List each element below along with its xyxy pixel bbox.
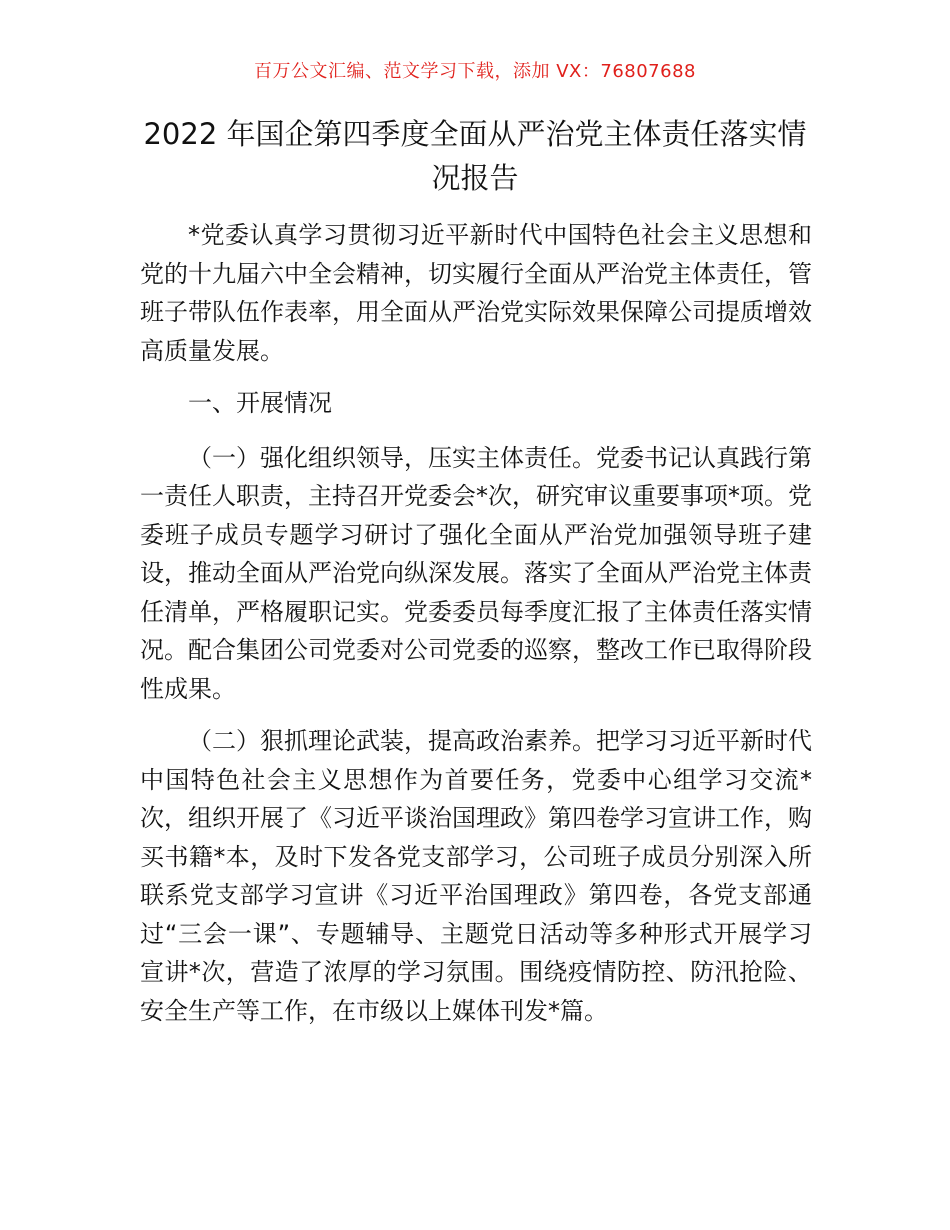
header-watermark-note: 百万公文汇编、范文学习下载，添加 VX：76807688 bbox=[254, 61, 696, 82]
intro-paragraph: *党委认真学习贯彻习近平新时代中国特色社会主义思想和党的十九届六中全会精神，切实履行全面从严治党主体责任，管班子带队伍作表率，用全面从严治党实际效果保障公司提质增效高质量发展。 bbox=[140, 221, 812, 365]
paragraph-item-2: （二）狠抓理论武装，提高政治素养。把学习习近平新时代中国特色社会主义思想作为首要任务，党委中心组学习交流*次，组织开展了《习近平谈治国理政》第四卷学习宣讲工作，购买书籍*本，及时下发各党支部学习，公司班子成员分别深入所联系党支部学习宣讲《习近平治国理政》第四卷，各党支部通过“三会一课”、专题辅导、主题党日活动等多种形式开展学习宣讲*次，营造了浓厚的学习氛围。围绕疫情防控、防汛抢险、安全生产等工作，在市级以上媒体刊发*篇。 bbox=[140, 727, 812, 1025]
paragraph-item-1: （一）强化组织领导，压实主体责任。党委书记认真践行第一责任人职责，主持召开党委会*次，研究审议重要事项*项。党委班子成员专题学习研讨了强化全面从严治党加强领导班子建设，推动全面从严治党向纵深发展。落实了全面从严治党主体责任清单，严格履职记实。党委委员每季度汇报了主体责任落实情况。配合集团公司党委对公司党委的巡察，整改工作已取得阶段性成果。 bbox=[140, 443, 812, 703]
section-heading: 一、开展情况 bbox=[188, 389, 332, 417]
document-title: 2022 年国企第四季度全面从严治党主体责任落实情况报告 bbox=[143, 117, 807, 195]
document-body bbox=[140, 216, 812, 1044]
